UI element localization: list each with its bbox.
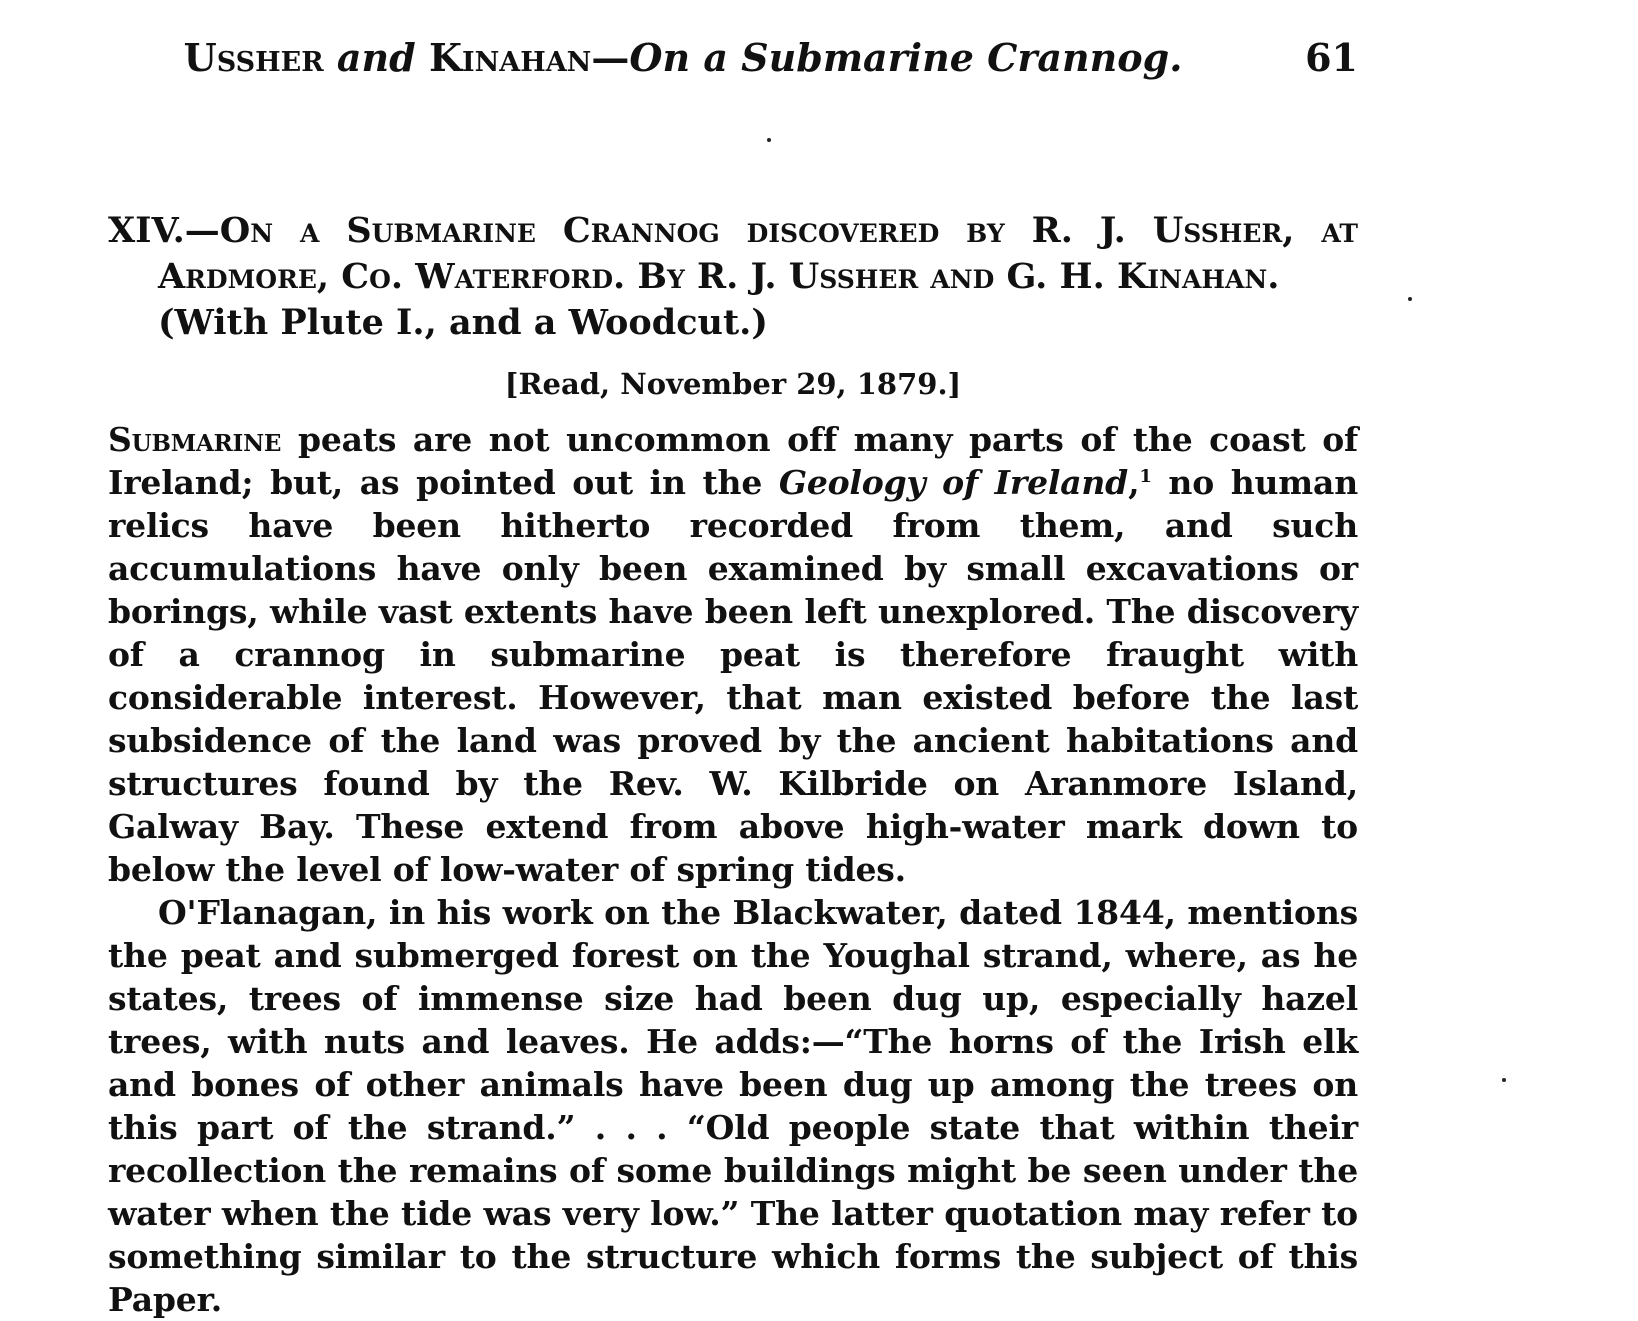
print-speck-2 <box>1408 297 1412 301</box>
running-head-separator: — <box>591 35 630 80</box>
running-head-author2: Kinahan <box>428 35 592 80</box>
running-head-and: and <box>336 35 416 80</box>
page-number: 61 <box>1305 35 1358 80</box>
running-head-author1: Ussher <box>183 35 324 80</box>
geology-of-ireland-citation: Geology of Ireland <box>778 463 1129 502</box>
article-plate-note: (With Plute I., and a Woodcut.) <box>158 302 768 343</box>
page <box>108 28 1358 1321</box>
paragraph-2: O'Flanagan, in his work on the Blackwater, dated 1844, mentions the peat and submerged forest on the Youghal strand, where, as he states, trees of immense size had been dug up, especially hazel trees, with nuts and leaves. He adds:—“The horns of the Irish elk and bones of other animals have been dug up among the trees on this part of the strand.” . . . “Old people state that within their recollection the remains of some buildings might be seen under the water when the tide was very low.” The latter quotation may refer to something similar to the structure which forms the subject of this Paper. <box>108 893 1358 1319</box>
body-text <box>108 418 1358 1321</box>
running-head <box>108 28 1358 88</box>
paragraph-1-text-b: , <box>1128 463 1140 502</box>
print-speck-3 <box>1502 1078 1506 1082</box>
paragraph-1-text-c: no human relics have been hitherto recorded from them, and such accumulations have only been examined by small excavations or borings, while vast extents have been left unexplored. The discovery of a crannog in submarine peat is therefore fraught with considerable interest. However, that man existed before the last subsidence of the land was proved by the ancient habitations and structures found by the Rev. W. Kilbride on Aranmore Island, Galway Bay. These extend from above high-water mark down to below the level of low-water of spring tides. <box>108 463 1358 889</box>
read-date: [Read, November 29, 1879.] <box>504 367 962 401</box>
running-head-short-title: On a Submarine Crannog. <box>629 35 1183 80</box>
print-speck-1 <box>767 138 771 142</box>
article-title <box>108 208 1358 346</box>
paragraph-1 <box>108 418 1358 891</box>
article-byline: By R. J. Ussher and G. H. Kinahan. <box>637 256 1280 297</box>
article-title-line: On a Submarine Crannog discovered by R. J. Ussher, at Ardmore, Co. Waterford. <box>158 210 1358 297</box>
footnote-marker[interactable]: 1 <box>1139 466 1152 487</box>
paragraph-1-text-a: peats are not uncommon off many parts of the coast of Ireland; but, as pointed out in the <box>108 420 1358 502</box>
article-numeral: XIV.— <box>108 210 220 251</box>
paragraph-1-lead: Submarine <box>108 420 282 459</box>
